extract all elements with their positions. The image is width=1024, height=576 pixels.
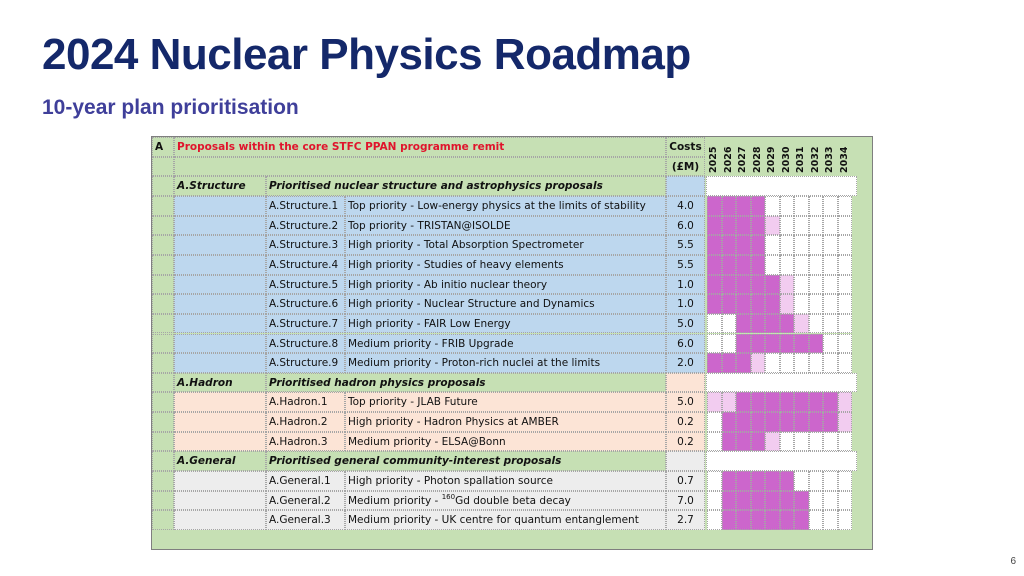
row-id: A.General.3 [266, 510, 345, 530]
row-description: Medium priority - Proton-rich nuclei at the limits [345, 353, 666, 373]
year-cell [809, 196, 824, 216]
year-cell [751, 235, 766, 255]
group-spacer [152, 451, 174, 471]
year-cell [722, 432, 737, 452]
year-cell [809, 491, 824, 511]
year-cell [823, 491, 838, 511]
row-cost: 6.0 [666, 216, 705, 236]
row-spacer [152, 510, 174, 530]
year-cell [823, 255, 838, 275]
year-cell [809, 255, 824, 275]
row-spacer [152, 294, 174, 314]
year-cell [707, 491, 722, 511]
row-description: Medium priority - FRIB Upgrade [345, 334, 666, 354]
year-cell [707, 334, 722, 354]
group-year-blank [706, 451, 857, 471]
year-cell [736, 216, 751, 236]
row-id: A.Structure.2 [266, 216, 345, 236]
year-cell [765, 334, 780, 354]
row-spacer [152, 275, 174, 295]
year-cell [780, 471, 795, 491]
year-cell [823, 216, 838, 236]
row-spacer [152, 353, 174, 373]
row-id: A.Structure.5 [266, 275, 345, 295]
year-cell [751, 216, 766, 236]
year-cell [780, 294, 795, 314]
row-id: A.Structure.8 [266, 334, 345, 354]
year-cell [751, 510, 766, 530]
year-cell [765, 353, 780, 373]
year-cell [809, 294, 824, 314]
row-cost: 5.0 [666, 392, 705, 412]
row-cost: 5.0 [666, 314, 705, 334]
year-cell [751, 412, 766, 432]
year-cell [751, 471, 766, 491]
year-cell [823, 196, 838, 216]
row-id: A.Hadron.1 [266, 392, 345, 412]
header-spacer [174, 157, 666, 177]
year-cell [838, 235, 853, 255]
year-cell [765, 314, 780, 334]
year-cell [809, 432, 824, 452]
year-cell [809, 412, 824, 432]
group-name: A.General [174, 451, 266, 471]
desc-superscript: 160 [441, 492, 456, 501]
row-description: High priority - Ab initio nuclear theory [345, 275, 666, 295]
year-cell [707, 471, 722, 491]
year-cell [765, 235, 780, 255]
year-cell [838, 255, 853, 275]
row-cost: 1.0 [666, 275, 705, 295]
year-cell [794, 392, 809, 412]
year-cell [722, 334, 737, 354]
year-cell [751, 432, 766, 452]
year-cell [780, 235, 795, 255]
year-cell [823, 275, 838, 295]
year-cell [809, 334, 824, 354]
page-number: 6 [1010, 556, 1016, 567]
row-blank [174, 216, 266, 236]
year-header: 2027 [737, 146, 748, 173]
group-cost-blank [666, 451, 705, 471]
year-cell [838, 491, 853, 511]
row-cost: 7.0 [666, 491, 705, 511]
row-description: High priority - Studies of heavy elements [345, 255, 666, 275]
row-description: Top priority - JLAB Future [345, 392, 666, 412]
year-cell [736, 392, 751, 412]
year-cell [780, 314, 795, 334]
year-cell [794, 491, 809, 511]
row-cost: 5.5 [666, 255, 705, 275]
year-cell [794, 216, 809, 236]
row-cost: 5.5 [666, 235, 705, 255]
year-cell [736, 491, 751, 511]
year-cell [736, 353, 751, 373]
year-cell [736, 294, 751, 314]
row-id: A.Hadron.2 [266, 412, 345, 432]
row-blank [174, 491, 266, 511]
year-cell [707, 432, 722, 452]
year-cell [809, 216, 824, 236]
year-cell [707, 510, 722, 530]
roadmap-table [151, 136, 873, 550]
year-cell [794, 235, 809, 255]
year-cell [809, 314, 824, 334]
year-cell [823, 432, 838, 452]
year-cell [838, 196, 853, 216]
row-id: A.Structure.3 [266, 235, 345, 255]
year-cell [722, 196, 737, 216]
year-cell [722, 235, 737, 255]
year-cell [751, 255, 766, 275]
year-cell [736, 471, 751, 491]
row-description: Top priority - TRISTAN@ISOLDE [345, 216, 666, 236]
row-description: Medium priority - ELSA@Bonn [345, 432, 666, 452]
year-cell [794, 294, 809, 314]
year-cell [838, 353, 853, 373]
year-cell [838, 275, 853, 295]
row-blank [174, 334, 266, 354]
year-cell [722, 275, 737, 295]
row-id: A.Structure.4 [266, 255, 345, 275]
year-cell [765, 510, 780, 530]
year-cell [780, 353, 795, 373]
year-cell [794, 471, 809, 491]
year-cell [736, 255, 751, 275]
section-heading: Proposals within the core STFC PPAN programme remit [174, 137, 666, 157]
group-heading: Prioritised hadron physics proposals [266, 373, 666, 393]
year-cell [838, 216, 853, 236]
year-header: 2029 [766, 146, 777, 173]
row-spacer [152, 255, 174, 275]
row-cost: 2.0 [666, 353, 705, 373]
row-description: Medium priority - UK centre for quantum entanglement [345, 510, 666, 530]
row-cost: 0.2 [666, 432, 705, 452]
row-id: A.Structure.9 [266, 353, 345, 373]
year-cell [736, 235, 751, 255]
year-cell [780, 275, 795, 295]
row-cost: 4.0 [666, 196, 705, 216]
year-cell [838, 334, 853, 354]
year-cell [823, 314, 838, 334]
year-cell [751, 294, 766, 314]
year-header: 2032 [809, 146, 821, 173]
row-cost: 0.7 [666, 471, 705, 491]
year-cell [794, 353, 809, 373]
year-cell [722, 491, 737, 511]
year-cell [838, 392, 853, 412]
row-spacer [152, 491, 174, 511]
year-cell [722, 510, 737, 530]
year-cell [736, 314, 751, 334]
group-spacer [152, 373, 174, 393]
group-name: A.Structure [174, 176, 266, 196]
year-cell [707, 392, 722, 412]
year-cell [794, 314, 809, 334]
year-cell [736, 412, 751, 432]
desc-prefix: Medium priority - [348, 494, 442, 507]
year-cell [751, 314, 766, 334]
row-spacer [152, 392, 174, 412]
year-cell [722, 216, 737, 236]
year-cell [823, 471, 838, 491]
group-heading: Prioritised nuclear structure and astrophysics proposals [266, 176, 666, 196]
year-cell [780, 255, 795, 275]
year-cell [722, 314, 737, 334]
row-blank [174, 255, 266, 275]
year-cell [823, 294, 838, 314]
year-cell [707, 235, 722, 255]
year-cell [809, 235, 824, 255]
row-blank [174, 392, 266, 412]
year-cell [751, 353, 766, 373]
costs-unit: (£M) [666, 157, 705, 177]
group-cost-blank [666, 176, 705, 196]
year-cell [765, 412, 780, 432]
section-letter: A [152, 137, 174, 157]
year-cell [780, 334, 795, 354]
year-cell [707, 412, 722, 432]
row-id: A.General.1 [266, 471, 345, 491]
year-cell [765, 432, 780, 452]
year-cell [736, 432, 751, 452]
year-cell [794, 412, 809, 432]
row-blank [174, 196, 266, 216]
row-description [345, 491, 666, 511]
year-cell [765, 491, 780, 511]
year-cell [722, 255, 737, 275]
year-cell [794, 196, 809, 216]
group-heading: Prioritised general community-interest proposals [266, 451, 666, 471]
year-header: 2034 [838, 146, 850, 173]
row-blank [174, 314, 266, 334]
year-cell [780, 491, 795, 511]
row-id: A.Structure.1 [266, 196, 345, 216]
year-cell [838, 314, 853, 334]
year-cell [751, 334, 766, 354]
group-spacer [152, 176, 174, 196]
year-cell [707, 255, 722, 275]
row-spacer [152, 216, 174, 236]
year-cell [736, 196, 751, 216]
year-header: 2025 [708, 146, 719, 173]
row-blank [174, 432, 266, 452]
row-cost: 0.2 [666, 412, 705, 432]
row-blank [174, 275, 266, 295]
year-cell [809, 392, 824, 412]
group-year-blank [706, 373, 857, 393]
row-blank [174, 294, 266, 314]
year-cell [736, 275, 751, 295]
year-cell [838, 412, 853, 432]
year-cell [751, 275, 766, 295]
year-cell [780, 510, 795, 530]
year-cell [809, 353, 824, 373]
year-cell [809, 275, 824, 295]
year-cell [707, 294, 722, 314]
row-spacer [152, 471, 174, 491]
year-header: 2033 [824, 146, 835, 173]
year-cell [823, 392, 838, 412]
group-cost-blank [666, 373, 705, 393]
year-cell [794, 334, 809, 354]
row-spacer [152, 314, 174, 334]
row-spacer [152, 412, 174, 432]
year-cell [780, 412, 795, 432]
year-cell [707, 353, 722, 373]
year-cell [722, 294, 737, 314]
desc-suffix: Gd double beta decay [455, 494, 571, 507]
year-cell [809, 471, 824, 491]
costs-label: Costs [666, 137, 705, 157]
year-cell [794, 275, 809, 295]
row-cost: 6.0 [666, 334, 705, 354]
year-cell [838, 471, 853, 491]
year-cell [794, 255, 809, 275]
slide-title: 2024 Nuclear Physics Roadmap [42, 30, 691, 79]
header-spacer [152, 157, 174, 177]
year-cell [823, 510, 838, 530]
year-cell [765, 294, 780, 314]
row-id: A.Structure.7 [266, 314, 345, 334]
year-cell [765, 392, 780, 412]
row-spacer [152, 235, 174, 255]
row-description: High priority - FAIR Low Energy [345, 314, 666, 334]
row-blank [174, 235, 266, 255]
row-blank [174, 510, 266, 530]
row-spacer [152, 334, 174, 354]
year-cell [722, 471, 737, 491]
year-cell [765, 255, 780, 275]
year-cell [707, 216, 722, 236]
year-cell [722, 412, 737, 432]
row-cost: 1.0 [666, 294, 705, 314]
row-id: A.Structure.6 [266, 294, 345, 314]
year-cell [765, 275, 780, 295]
row-blank [174, 471, 266, 491]
row-cost: 2.7 [666, 510, 705, 530]
year-cell [736, 334, 751, 354]
year-cell [823, 334, 838, 354]
row-blank [174, 353, 266, 373]
year-cell [751, 491, 766, 511]
year-header: 2031 [795, 146, 806, 173]
row-description: High priority - Nuclear Structure and Dynamics [345, 294, 666, 314]
year-cell [751, 392, 766, 412]
year-cell [751, 196, 766, 216]
row-spacer [152, 196, 174, 216]
year-cell [707, 196, 722, 216]
year-header: 2030 [780, 146, 792, 173]
year-cell [823, 353, 838, 373]
row-spacer [152, 432, 174, 452]
year-cell [780, 432, 795, 452]
row-id: A.General.2 [266, 491, 345, 511]
year-cell [765, 216, 780, 236]
year-cell [722, 353, 737, 373]
slide-subtitle: 10-year plan prioritisation [42, 96, 299, 119]
year-cell [707, 314, 722, 334]
row-description: High priority - Total Absorption Spectrometer [345, 235, 666, 255]
group-year-blank [706, 176, 857, 196]
year-cell [722, 392, 737, 412]
group-name: A.Hadron [174, 373, 266, 393]
year-cell [838, 294, 853, 314]
row-description: High priority - Photon spallation source [345, 471, 666, 491]
year-cell [780, 216, 795, 236]
year-cell [736, 510, 751, 530]
year-cell [780, 196, 795, 216]
row-description: Top priority - Low-energy physics at the limits of stability [345, 196, 666, 216]
year-cell [707, 275, 722, 295]
year-cell [838, 432, 853, 452]
year-cell [823, 412, 838, 432]
year-cell [794, 432, 809, 452]
year-cell [823, 235, 838, 255]
year-cell [809, 510, 824, 530]
year-cell [765, 196, 780, 216]
year-cell [765, 471, 780, 491]
year-header: 2028 [751, 146, 763, 173]
year-cell [838, 510, 853, 530]
row-description: High priority - Hadron Physics at AMBER [345, 412, 666, 432]
year-cell [794, 510, 809, 530]
year-cell [780, 392, 795, 412]
row-id: A.Hadron.3 [266, 432, 345, 452]
row-blank [174, 412, 266, 432]
year-header: 2026 [722, 146, 734, 173]
